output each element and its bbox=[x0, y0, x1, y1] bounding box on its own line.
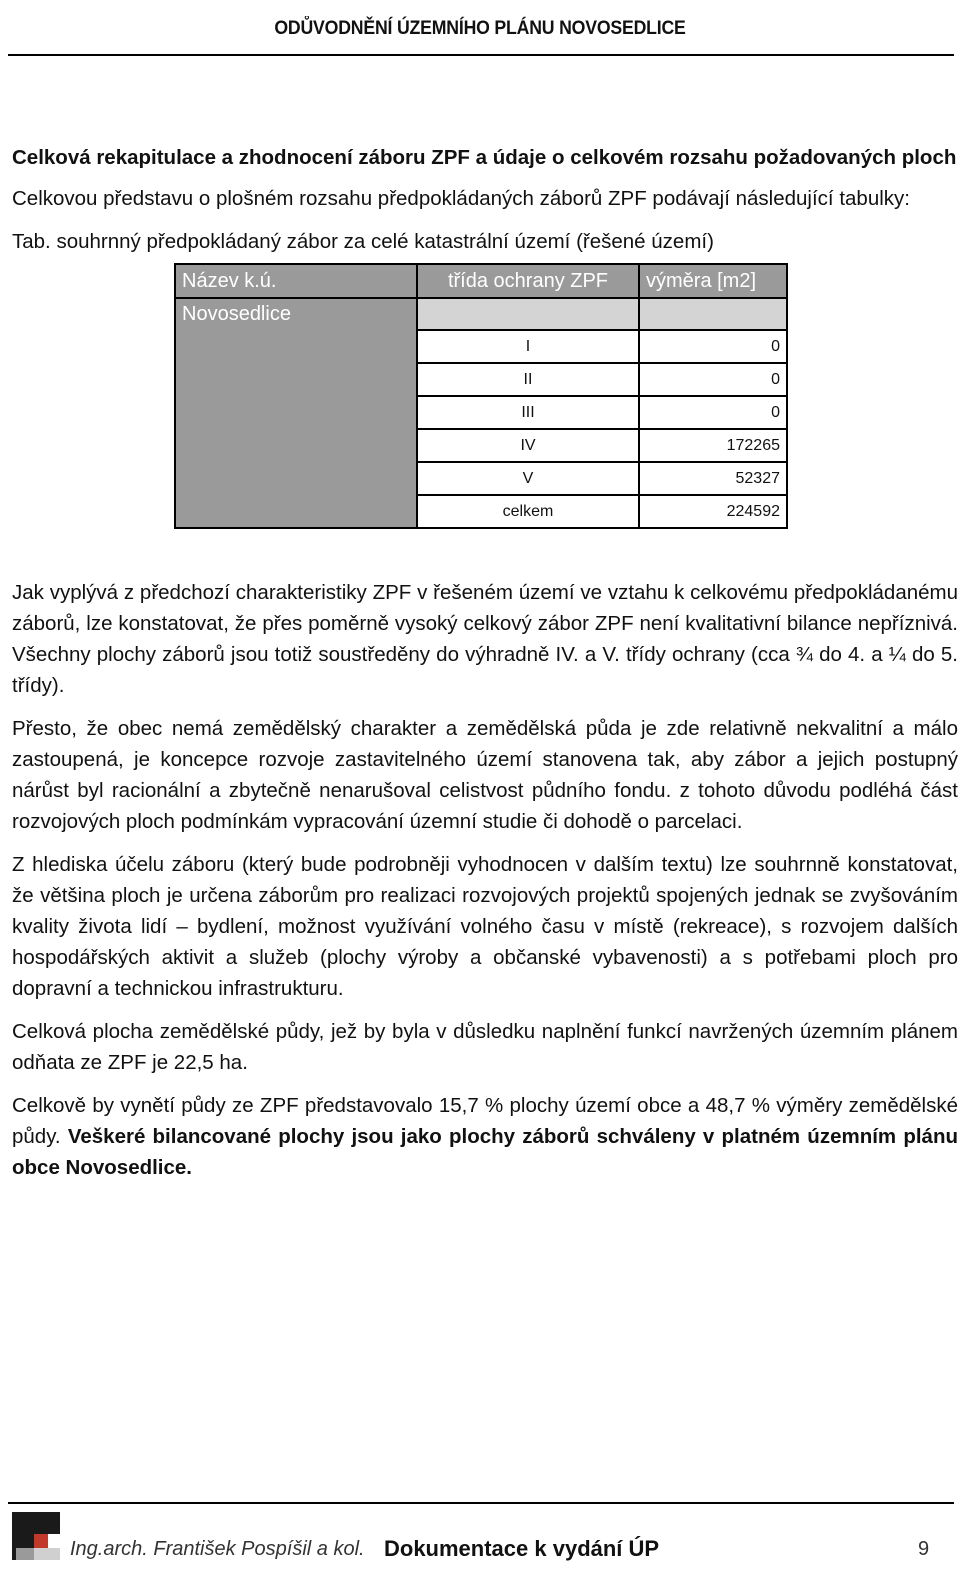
area-cell: 52327 bbox=[639, 462, 787, 495]
table-caption: Tab. souhrnný předpokládaný zábor za celé katastrální území (řešené území) bbox=[12, 230, 714, 253]
paragraph-5-normal: Celkově by vynětí půdy ze ZPF představovalo 15,7 % plochy území obce a 48,7 % výměry zemědělské půdy. bbox=[12, 1094, 958, 1148]
table-header-row bbox=[175, 264, 787, 298]
class-cell: II bbox=[417, 363, 639, 396]
blank-cell bbox=[639, 298, 787, 330]
area-cell-total: 224592 bbox=[639, 495, 787, 528]
spacer bbox=[12, 529, 958, 577]
paragraph-2: Přesto, že obec nemá zemědělský charakter a zemědělská půda je zde relativně nekvalitní a málo zastoupená, je koncepce rozvoje zastavitelného území stanovena tak, aby zábor a jejich postupný nárůst byl racionální a zbytečně nenarušoval celistvost půdního fondu. z tohoto důvodu podléhá část rozvojových ploch podmínkám vypracování územní studie či dohodě o parcelaci. bbox=[12, 717, 958, 833]
class-cell-total: celkem bbox=[417, 495, 639, 528]
section-heading: Celková rekapitulace a zhodnocení záboru ZPF a údaje o celkovém rozsahu požadovaných ploch bbox=[12, 146, 957, 169]
paragraph-5-bold: Veškeré bilancované plochy jsou jako plochy záborů schváleny v platném územním plánu obce Novosedlice. bbox=[12, 1125, 958, 1179]
header-divider bbox=[8, 54, 954, 56]
area-cell: 0 bbox=[639, 396, 787, 429]
area-cell: 0 bbox=[639, 363, 787, 396]
class-cell: I bbox=[417, 330, 639, 363]
page-header: ODŮVODNĚNÍ ÚZEMNÍHO PLÁNU NOVOSEDLICE bbox=[274, 18, 686, 39]
header-cell-class: třída ochrany ZPF bbox=[417, 264, 639, 298]
paragraph-3: Z hlediska účelu záboru (který bude podrobněji vyhodnocen v dalším textu) lze souhrnně konstatovat, že většina ploch je určena záborům pro realizaci rozvojových projektů spojených jednak se zvyšováním kvality života lidí – bydlení, možnost využívání volného času v místě (rekreace), s rozvojem dalších hospodářských aktivit a služeb (plochy výroby a občanské vybavenosti) a s potřebami ploch pro dopravní a technickou infrastrukturu. bbox=[12, 853, 958, 1000]
intro-paragraph: Celkovou představu o plošném rozsahu předpokládaných záborů ZPF podávají následující tabulky: bbox=[12, 187, 910, 210]
area-cell: 0 bbox=[639, 330, 787, 363]
header-cell-name: Název k.ú. bbox=[175, 264, 417, 298]
footer-divider bbox=[8, 1502, 954, 1504]
paragraph-1: Jak vyplývá z předchozí charakteristiky ZPF v řešeném území ve vztahu k celkovému předpokládanému záborů, lze konstatovat, že přes poměrně vysoký celkový zábor ZPF není kvalitativní bilance nepříznivá. Všechny plochy záborů jsou totiž soustředěny do výhradně IV. a V. třídy ochrany (cca ¾ do 4. a ¼ do 5. třídy). bbox=[12, 581, 958, 697]
footer-author: Ing.arch. František Pospíšil a kol. bbox=[70, 1538, 365, 1560]
blank-cell bbox=[417, 298, 639, 330]
paragraph-5 bbox=[12, 1090, 958, 1183]
class-cell: III bbox=[417, 396, 639, 429]
page-content bbox=[12, 142, 958, 1195]
page-number: 9 bbox=[918, 1538, 930, 1560]
company-logo-icon bbox=[12, 1512, 60, 1560]
area-cell: 172265 bbox=[639, 429, 787, 462]
zpf-table bbox=[174, 263, 788, 529]
area-name-cell bbox=[175, 298, 417, 528]
paragraph-4: Celková plocha zemědělské půdy, jež by byla v důsledku naplnění funkcí navržených územním plánem odňata ze ZPF je 22,5 ha. bbox=[12, 1020, 958, 1074]
footer-document: Dokumentace k vydání ÚP bbox=[384, 1536, 660, 1561]
area-name: Novosedlice bbox=[176, 299, 416, 329]
header-cell-area: výměra [m2] bbox=[639, 264, 787, 298]
class-cell: IV bbox=[417, 429, 639, 462]
table-row-area-name bbox=[175, 298, 787, 330]
class-cell: V bbox=[417, 462, 639, 495]
